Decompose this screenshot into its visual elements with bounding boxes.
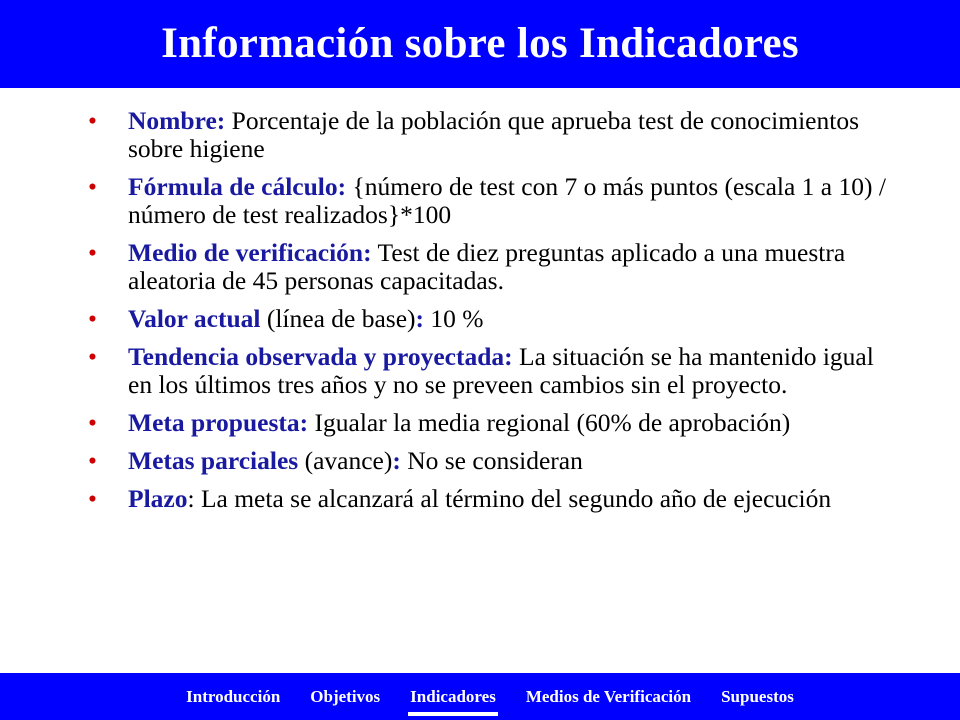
list-item-nombre <box>88 107 888 163</box>
item-text: Igualar la media regional (60% de aprobación) <box>308 408 791 437</box>
list-item-plazo <box>88 485 888 513</box>
list-item-metas-parciales <box>88 447 888 475</box>
item-label: Fórmula de cálculo: <box>128 172 347 201</box>
title-bar <box>0 0 960 88</box>
nav-link-objetivos[interactable]: Objetivos <box>310 686 381 706</box>
nav-link-supuestos[interactable]: Supuestos <box>721 686 794 706</box>
item-label: Valor actual <box>128 304 261 333</box>
bullet-icon: • <box>88 172 97 201</box>
list-item-meta <box>88 409 888 437</box>
bullet-icon: • <box>88 304 97 333</box>
item-text: Test de diez preguntas aplicado a una muestra aleatoria de 45 personas capacitadas. <box>128 238 846 295</box>
item-paren: (avance) <box>298 446 393 475</box>
indicator-info-list <box>88 107 888 523</box>
item-text: Porcentaje de la población que aprueba test de conocimientos sobre higiene <box>128 106 859 163</box>
item-label: Meta propuesta: <box>128 408 309 437</box>
section-nav <box>0 673 960 720</box>
list-item-valor-actual <box>88 305 888 333</box>
bullet-icon: • <box>88 238 97 267</box>
list-item-formula <box>88 173 888 229</box>
item-text: No se consideran <box>400 446 583 475</box>
item-label: Nombre: <box>128 106 226 135</box>
bullet-icon: • <box>88 106 97 135</box>
item-label: Metas parciales <box>128 446 299 475</box>
item-colon: : <box>415 304 425 333</box>
footer-nav-bar <box>0 673 960 720</box>
item-text: La meta se alcanzará al término del segundo año de ejecución <box>194 484 832 513</box>
item-label: Plazo <box>128 484 188 513</box>
item-label: Tendencia observada y proyectada: <box>128 342 513 371</box>
item-colon: : <box>187 484 195 513</box>
list-item-medio <box>88 239 888 295</box>
bullet-icon: • <box>88 408 97 437</box>
nav-link-introduccion[interactable]: Introducción <box>186 686 281 706</box>
item-paren: (línea de base) <box>260 304 416 333</box>
page-title: Información sobre los Indicadores <box>161 20 799 67</box>
nav-link-medios[interactable]: Medios de Verificación <box>525 686 692 706</box>
item-colon: : <box>392 446 401 475</box>
item-text: 10 % <box>424 304 484 333</box>
bullet-icon: • <box>88 342 97 371</box>
bullet-icon: • <box>88 446 97 475</box>
item-text: La situación se ha mantenido igual en los últimos tres años y no se preveen cambios sin el proyecto. <box>128 342 874 399</box>
bullet-icon: • <box>88 484 97 513</box>
item-text: {número de test con 7 o más puntos (escala 1 a 10) / número de test realizados}*100 <box>128 172 886 229</box>
item-label: Medio de verificación: <box>128 238 372 267</box>
nav-link-indicadores[interactable]: Indicadores <box>410 686 496 706</box>
list-item-tendencia <box>88 343 888 399</box>
